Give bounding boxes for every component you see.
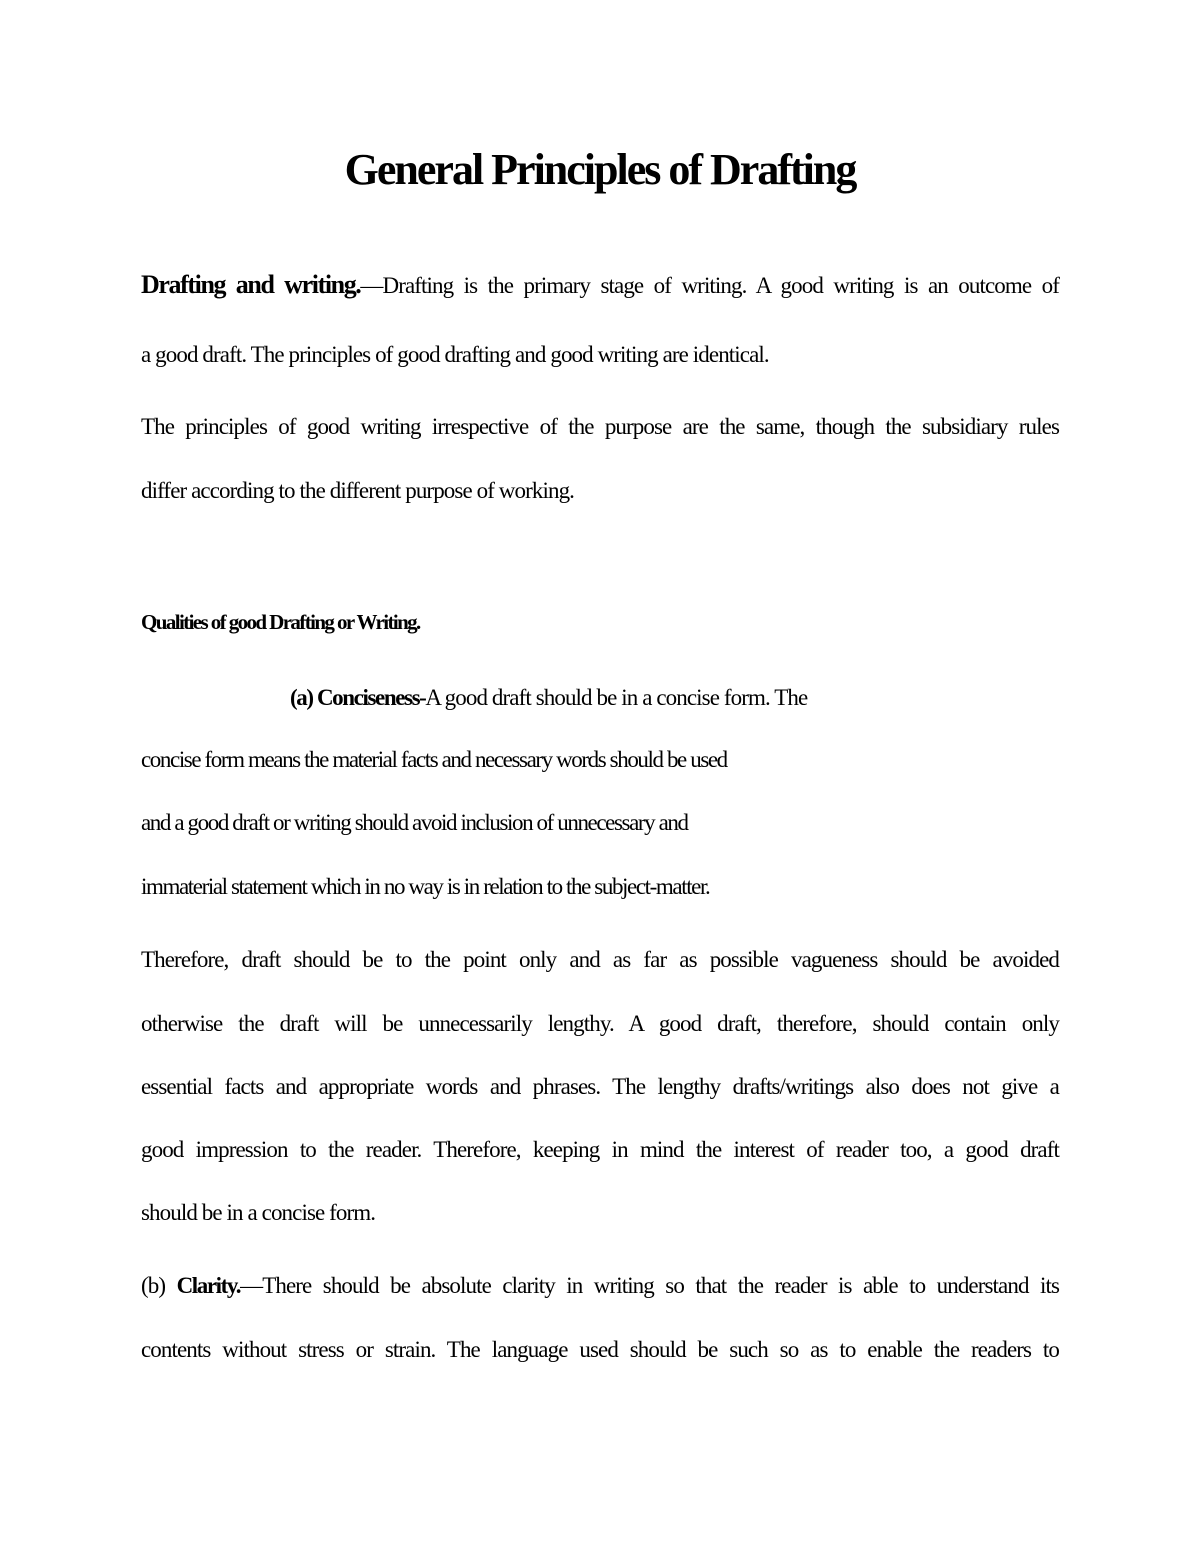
qualities-heading: Qualities of good Drafting or Writing. — [141, 610, 420, 634]
intro-heading: Drafting and writing. — [141, 270, 361, 299]
clarity-line-1-text: —There should be absolute clarity in writing so that the reader is able to understand its — [240, 1273, 1060, 1298]
conciseness-label: (a) Conciseness- — [290, 685, 426, 710]
clarity-line-2: contents without stress or strain. The language used should be such so as to enable the readers to — [141, 1337, 1059, 1362]
conciseness-para-line-5: should be in a concise form. — [141, 1200, 376, 1225]
conciseness-para-line-2: otherwise the draft will be unnecessarily lengthy. A good draft, therefore, should contain only — [141, 1011, 1059, 1036]
intro-line-4: differ according to the different purpose of working. — [141, 478, 575, 503]
conciseness-para-line-1: Therefore, draft should be to the point only and as far as possible vagueness should be avoided — [141, 947, 1059, 972]
intro-line-3: The principles of good writing irrespective of the purpose are the same, though the subsidiary rules — [141, 414, 1059, 439]
conciseness-para-line-4: good impression to the reader. Therefore, keeping in mind the interest of reader too, a good draft — [141, 1137, 1059, 1162]
conciseness-line-1-text: A good draft should be in a concise form. The — [425, 685, 808, 710]
intro-line-2: a good draft. The principles of good drafting and good writing are identical. — [141, 342, 769, 367]
conciseness-line-2: concise form means the material facts and necessary words should be used — [141, 747, 727, 772]
conciseness-line-3: and a good draft or writing should avoid inclusion of unnecessary and — [141, 810, 688, 835]
conciseness-para-line-3: essential facts and appropriate words and phrases. The lengthy drafts/writings also does not give a — [141, 1074, 1059, 1099]
clarity-line-1 — [141, 1271, 1059, 1301]
conciseness-line-1 — [290, 683, 807, 713]
conciseness-line-4: immaterial statement which in no way is in relation to the subject-matter. — [141, 874, 710, 899]
clarity-label: Clarity. — [176, 1273, 241, 1298]
page-title: General Principles of Drafting — [344, 145, 856, 194]
clarity-prefix: (b) — [141, 1273, 177, 1298]
intro-line-1-text: —Drafting is the primary stage of writing. A good writing is an outcome of — [360, 273, 1060, 298]
intro-line-1 — [141, 270, 1059, 301]
